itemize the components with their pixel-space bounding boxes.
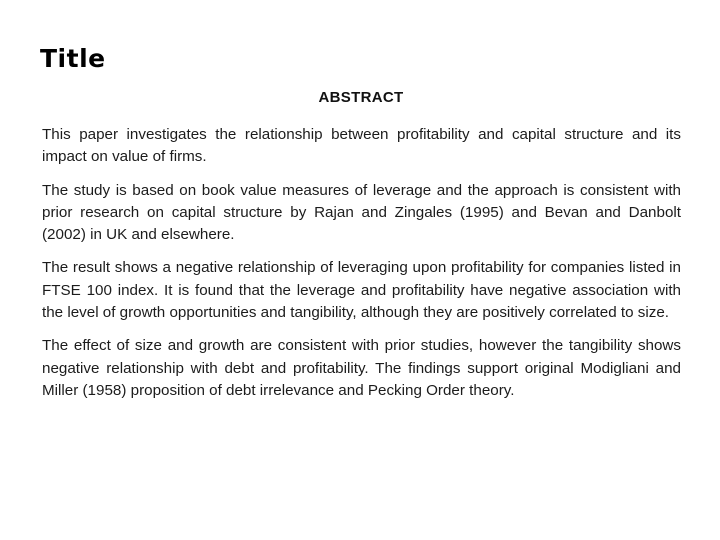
abstract-body [42,124,681,413]
abstract-heading: ABSTRACT [318,89,404,106]
abstract-paragraph-4: The effect of size and growth are consistent with prior studies, however the tangibility shows negative relationship with debt and profitability. The findings support original Modigliani and Miller (1958) proposition of debt irrelevance and Pecking Order theory. [42,337,681,399]
abstract-paragraph-3: The result shows a negative relationship of leveraging upon profitability for companies listed in FTSE 100 index. It is found that the leverage and profitability have negative association with the level of growth opportunities and tangibility, although they are positively correlated to size. [42,259,681,322]
abstract-paragraph-1: This paper investigates the relationship between profitability and capital structure and its impact on value of firms. [42,126,681,166]
abstract-paragraph-2: The study is based on book value measures of leverage and the approach is consistent with prior research on capital structure by Rajan and Zingales (1995) and Bevan and Danbolt (2002) in UK and elsewhere. [42,181,681,244]
slide-title: Title [40,44,106,73]
